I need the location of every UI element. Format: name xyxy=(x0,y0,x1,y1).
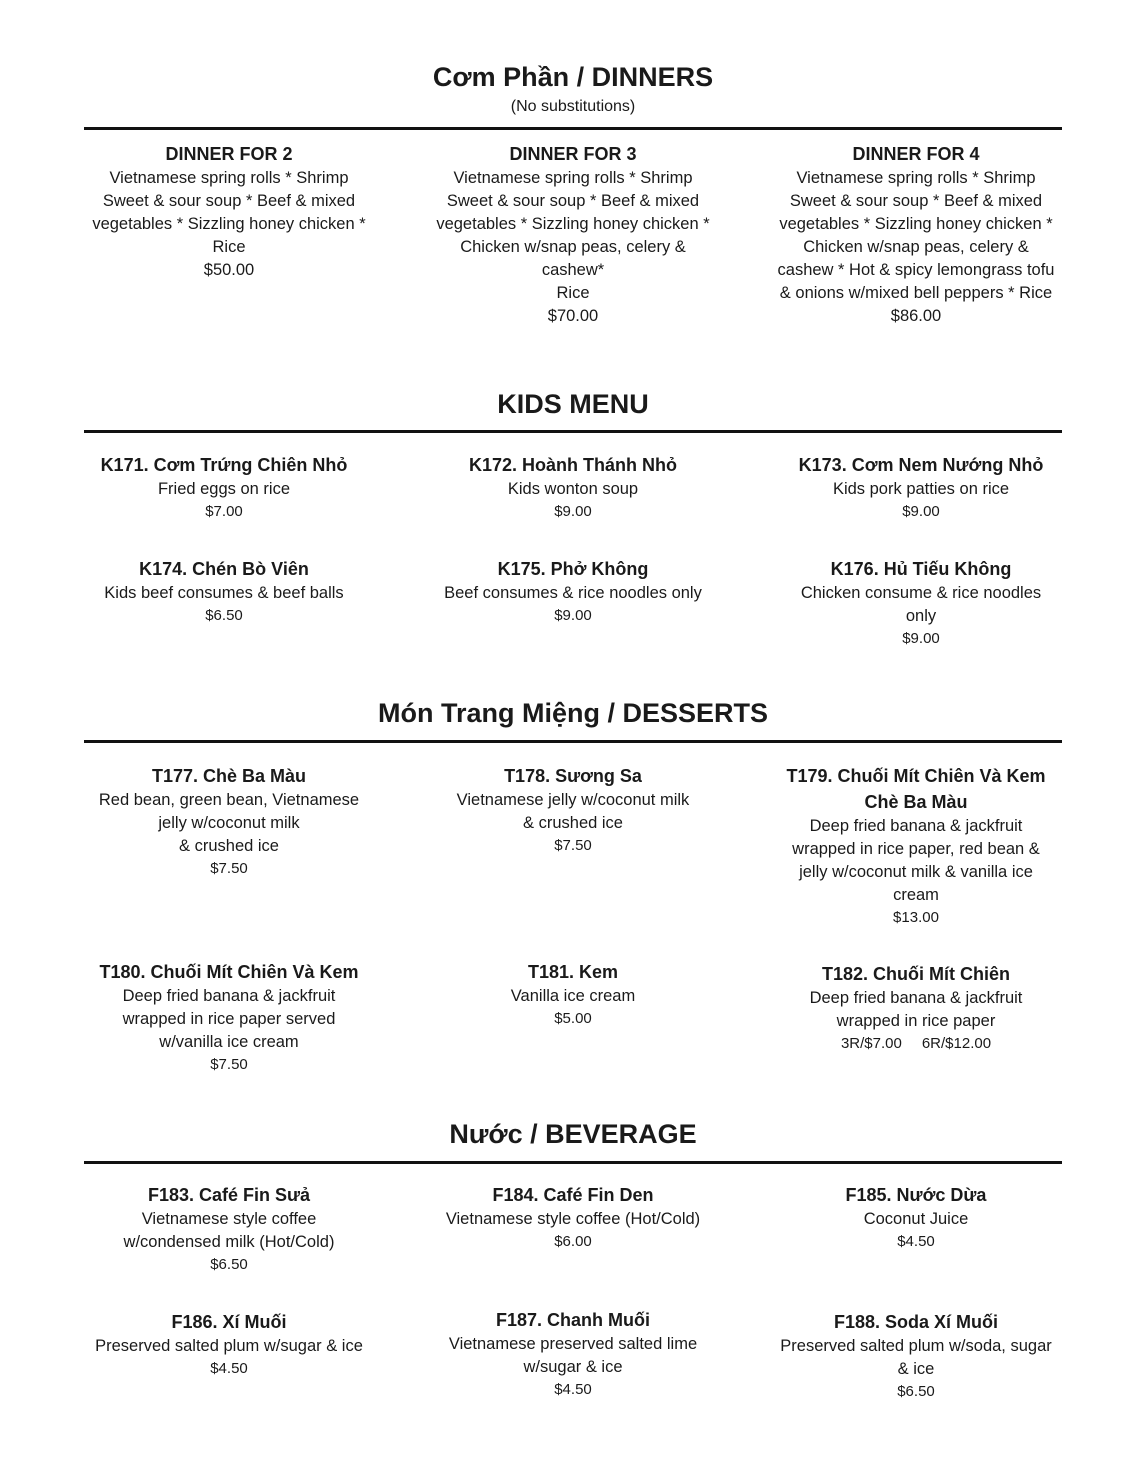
item-desc-line: Rice xyxy=(212,238,246,256)
item-name: F187. Chanh Muối xyxy=(495,1310,650,1330)
item-price-small: 3R/$7.00 xyxy=(840,1035,902,1052)
menu-item-f183 xyxy=(79,1182,379,1275)
item-price: $4.50 xyxy=(210,1360,248,1377)
item-desc-line: Vietnamese spring rolls * Shrimp xyxy=(796,169,1036,187)
item-price: $4.50 xyxy=(897,1233,935,1250)
item-desc-line: Preserved salted plum w/sugar & ice xyxy=(95,1337,363,1355)
item-price: $6.00 xyxy=(554,1233,592,1250)
dinner-for-2 xyxy=(79,141,379,282)
item-desc-line: only xyxy=(905,607,937,625)
item-desc-line: vegetables * Sizzling honey chicken * xyxy=(92,215,366,233)
menu-item-t178 xyxy=(423,763,723,856)
item-price: $7.00 xyxy=(205,503,243,520)
section-divider xyxy=(84,127,1062,130)
section-divider xyxy=(84,740,1062,743)
menu-item-f185 xyxy=(766,1182,1066,1252)
menu-item-f187 xyxy=(423,1307,723,1400)
item-name: T178. Sương Sa xyxy=(504,766,642,786)
item-name: T179. Chuối Mít Chiên Và Kem xyxy=(786,766,1046,786)
item-desc-line: Vietnamese spring rolls * Shrimp xyxy=(109,169,349,187)
item-name: T181. Kem xyxy=(527,962,619,982)
menu-item-k171 xyxy=(74,452,374,522)
item-price: $6.50 xyxy=(210,1256,248,1273)
item-desc-line: Fried eggs on rice xyxy=(157,480,291,498)
item-name: F188. Soda Xí Muối xyxy=(833,1312,999,1332)
item-desc-line: jelly w/coconut milk & vanilla ice xyxy=(799,863,1033,881)
item-desc-line: Coconut Juice xyxy=(863,1210,969,1228)
menu-item-k174 xyxy=(74,556,374,626)
menu-item-f184 xyxy=(423,1182,723,1252)
menu-item-k172 xyxy=(423,452,723,522)
item-name: K173. Cơm Nem Nướng Nhỏ xyxy=(798,455,1044,475)
item-desc-line: Preserved salted plum w/soda, sugar xyxy=(780,1337,1052,1355)
item-desc-line: cashew * Hot & spicy lemongrass tofu xyxy=(777,261,1055,279)
menu-item-k176 xyxy=(771,556,1071,649)
item-name: K172. Hoành Thánh Nhỏ xyxy=(468,455,677,475)
kids-menu-title: KIDS MENU xyxy=(497,389,649,419)
item-desc-line: Chicken consume & rice noodles xyxy=(800,584,1042,602)
item-desc-line: & onions w/mixed bell peppers * Rice xyxy=(779,284,1053,302)
menu-item-t181 xyxy=(423,959,723,1029)
item-desc-line: w/sugar & ice xyxy=(523,1358,623,1376)
item-desc-line: Deep fried banana & jackfruit xyxy=(809,989,1023,1007)
item-price: $7.50 xyxy=(210,860,248,877)
menu-item-t182 xyxy=(766,961,1066,1054)
item-desc-line: Kids pork patties on rice xyxy=(832,480,1010,498)
item-desc-line: wrapped in rice paper served xyxy=(122,1010,336,1028)
item-name: K175. Phở Không xyxy=(497,559,649,579)
item-desc-line: w/vanilla ice cream xyxy=(159,1033,299,1051)
beverage-title: Nước / BEVERAGE xyxy=(449,1119,697,1149)
item-name: DINNER FOR 2 xyxy=(165,144,293,164)
item-price: $13.00 xyxy=(893,909,939,926)
item-name: DINNER FOR 3 xyxy=(509,144,637,164)
item-desc-line: Vietnamese spring rolls * Shrimp xyxy=(453,169,693,187)
item-price-pair xyxy=(766,1033,1066,1054)
item-name: K171. Cơm Trứng Chiên Nhỏ xyxy=(100,455,348,475)
item-desc-line: Deep fried banana & jackfruit xyxy=(809,817,1023,835)
item-name: F186. Xí Muối xyxy=(171,1312,287,1332)
menu-item-t179 xyxy=(756,763,1076,928)
item-desc-line: & crushed ice xyxy=(523,814,623,832)
item-desc-line: Vietnamese jelly w/coconut milk xyxy=(456,791,690,809)
item-desc-line: Deep fried banana & jackfruit xyxy=(122,987,336,1005)
item-desc-line: Sweet & sour soup * Beef & mixed xyxy=(102,192,356,210)
item-price: $7.50 xyxy=(210,1056,248,1073)
item-desc-line: wrapped in rice paper, red bean & xyxy=(792,840,1040,858)
item-desc-line: vegetables * Sizzling honey chicken * xyxy=(436,215,710,233)
dinners-note: (No substitutions) xyxy=(510,98,636,115)
item-desc-line: Sweet & sour soup * Beef & mixed xyxy=(446,192,700,210)
item-name: K174. Chén Bò Viên xyxy=(139,559,309,579)
item-desc-line: Kids wonton soup xyxy=(507,480,639,498)
item-name: T177. Chè Ba Màu xyxy=(151,766,307,786)
item-name: T182. Chuối Mít Chiên xyxy=(821,964,1010,984)
item-desc-line: cashew* xyxy=(541,261,605,279)
item-desc-line: Red bean, green bean, Vietnamese xyxy=(98,791,360,809)
item-desc-line: Vietnamese preserved salted lime xyxy=(448,1335,698,1353)
item-price: $9.00 xyxy=(554,607,592,624)
item-desc-line: Kids beef consumes & beef balls xyxy=(104,584,344,602)
item-desc-line: Vietnamese style coffee xyxy=(141,1210,317,1228)
item-price: $9.00 xyxy=(902,630,940,647)
menu-item-f188 xyxy=(766,1309,1066,1402)
item-price: $7.50 xyxy=(554,837,592,854)
item-desc-line: & crushed ice xyxy=(179,837,279,855)
dinners-title: Cơm Phần / DINNERS xyxy=(432,62,714,92)
item-desc-line: vegetables * Sizzling honey chicken * xyxy=(779,215,1053,233)
item-desc-line: Vietnamese style coffee (Hot/Cold) xyxy=(445,1210,701,1228)
item-desc-line: Sweet & sour soup * Beef & mixed xyxy=(789,192,1043,210)
item-name: T180. Chuối Mít Chiên Và Kem xyxy=(99,962,359,982)
dinner-for-4 xyxy=(766,141,1066,328)
item-name: K176. Hủ Tiếu Không xyxy=(830,559,1012,579)
item-price: $86.00 xyxy=(890,307,942,325)
item-name: F185. Nước Dừa xyxy=(845,1185,987,1205)
item-desc-line: & ice xyxy=(897,1360,935,1378)
item-name: F184. Café Fin Den xyxy=(492,1185,654,1205)
item-price: $9.00 xyxy=(902,503,940,520)
dinner-for-3 xyxy=(423,141,723,328)
menu-item-t177 xyxy=(79,763,379,879)
item-desc-line: jelly w/coconut milk xyxy=(158,814,300,832)
menu-item-k175 xyxy=(423,556,723,626)
section-divider xyxy=(84,430,1062,433)
item-name: F183. Café Fin Sưả xyxy=(147,1185,311,1205)
desserts-title: Món Trang Miệng / DESSERTS xyxy=(377,698,769,728)
item-name-line-2: Chè Ba Màu xyxy=(864,792,968,812)
item-desc-line: wrapped in rice paper xyxy=(836,1012,996,1030)
item-price: $6.50 xyxy=(205,607,243,624)
menu-item-f186 xyxy=(79,1309,379,1379)
item-desc-line: w/condensed milk (Hot/Cold) xyxy=(123,1233,335,1251)
item-desc-line: Chicken w/snap peas, celery & xyxy=(460,238,686,256)
menu-item-k173 xyxy=(771,452,1071,522)
item-desc-line: Rice xyxy=(556,284,590,302)
item-desc-line: Chicken w/snap peas, celery & xyxy=(803,238,1029,256)
item-name: DINNER FOR 4 xyxy=(852,144,980,164)
item-price-large: 6R/$12.00 xyxy=(921,1035,992,1052)
item-price: $50.00 xyxy=(203,261,255,279)
menu-item-t180 xyxy=(79,959,379,1075)
item-price: $9.00 xyxy=(554,503,592,520)
item-price: $70.00 xyxy=(547,307,599,325)
item-desc-line: Beef consumes & rice noodles only xyxy=(444,584,702,602)
item-desc-line: cream xyxy=(893,886,939,904)
item-desc-line: Vanilla ice cream xyxy=(510,987,636,1005)
item-price: $4.50 xyxy=(554,1381,592,1398)
item-price: $6.50 xyxy=(897,1383,935,1400)
section-divider xyxy=(84,1161,1062,1164)
item-price: $5.00 xyxy=(554,1010,592,1027)
